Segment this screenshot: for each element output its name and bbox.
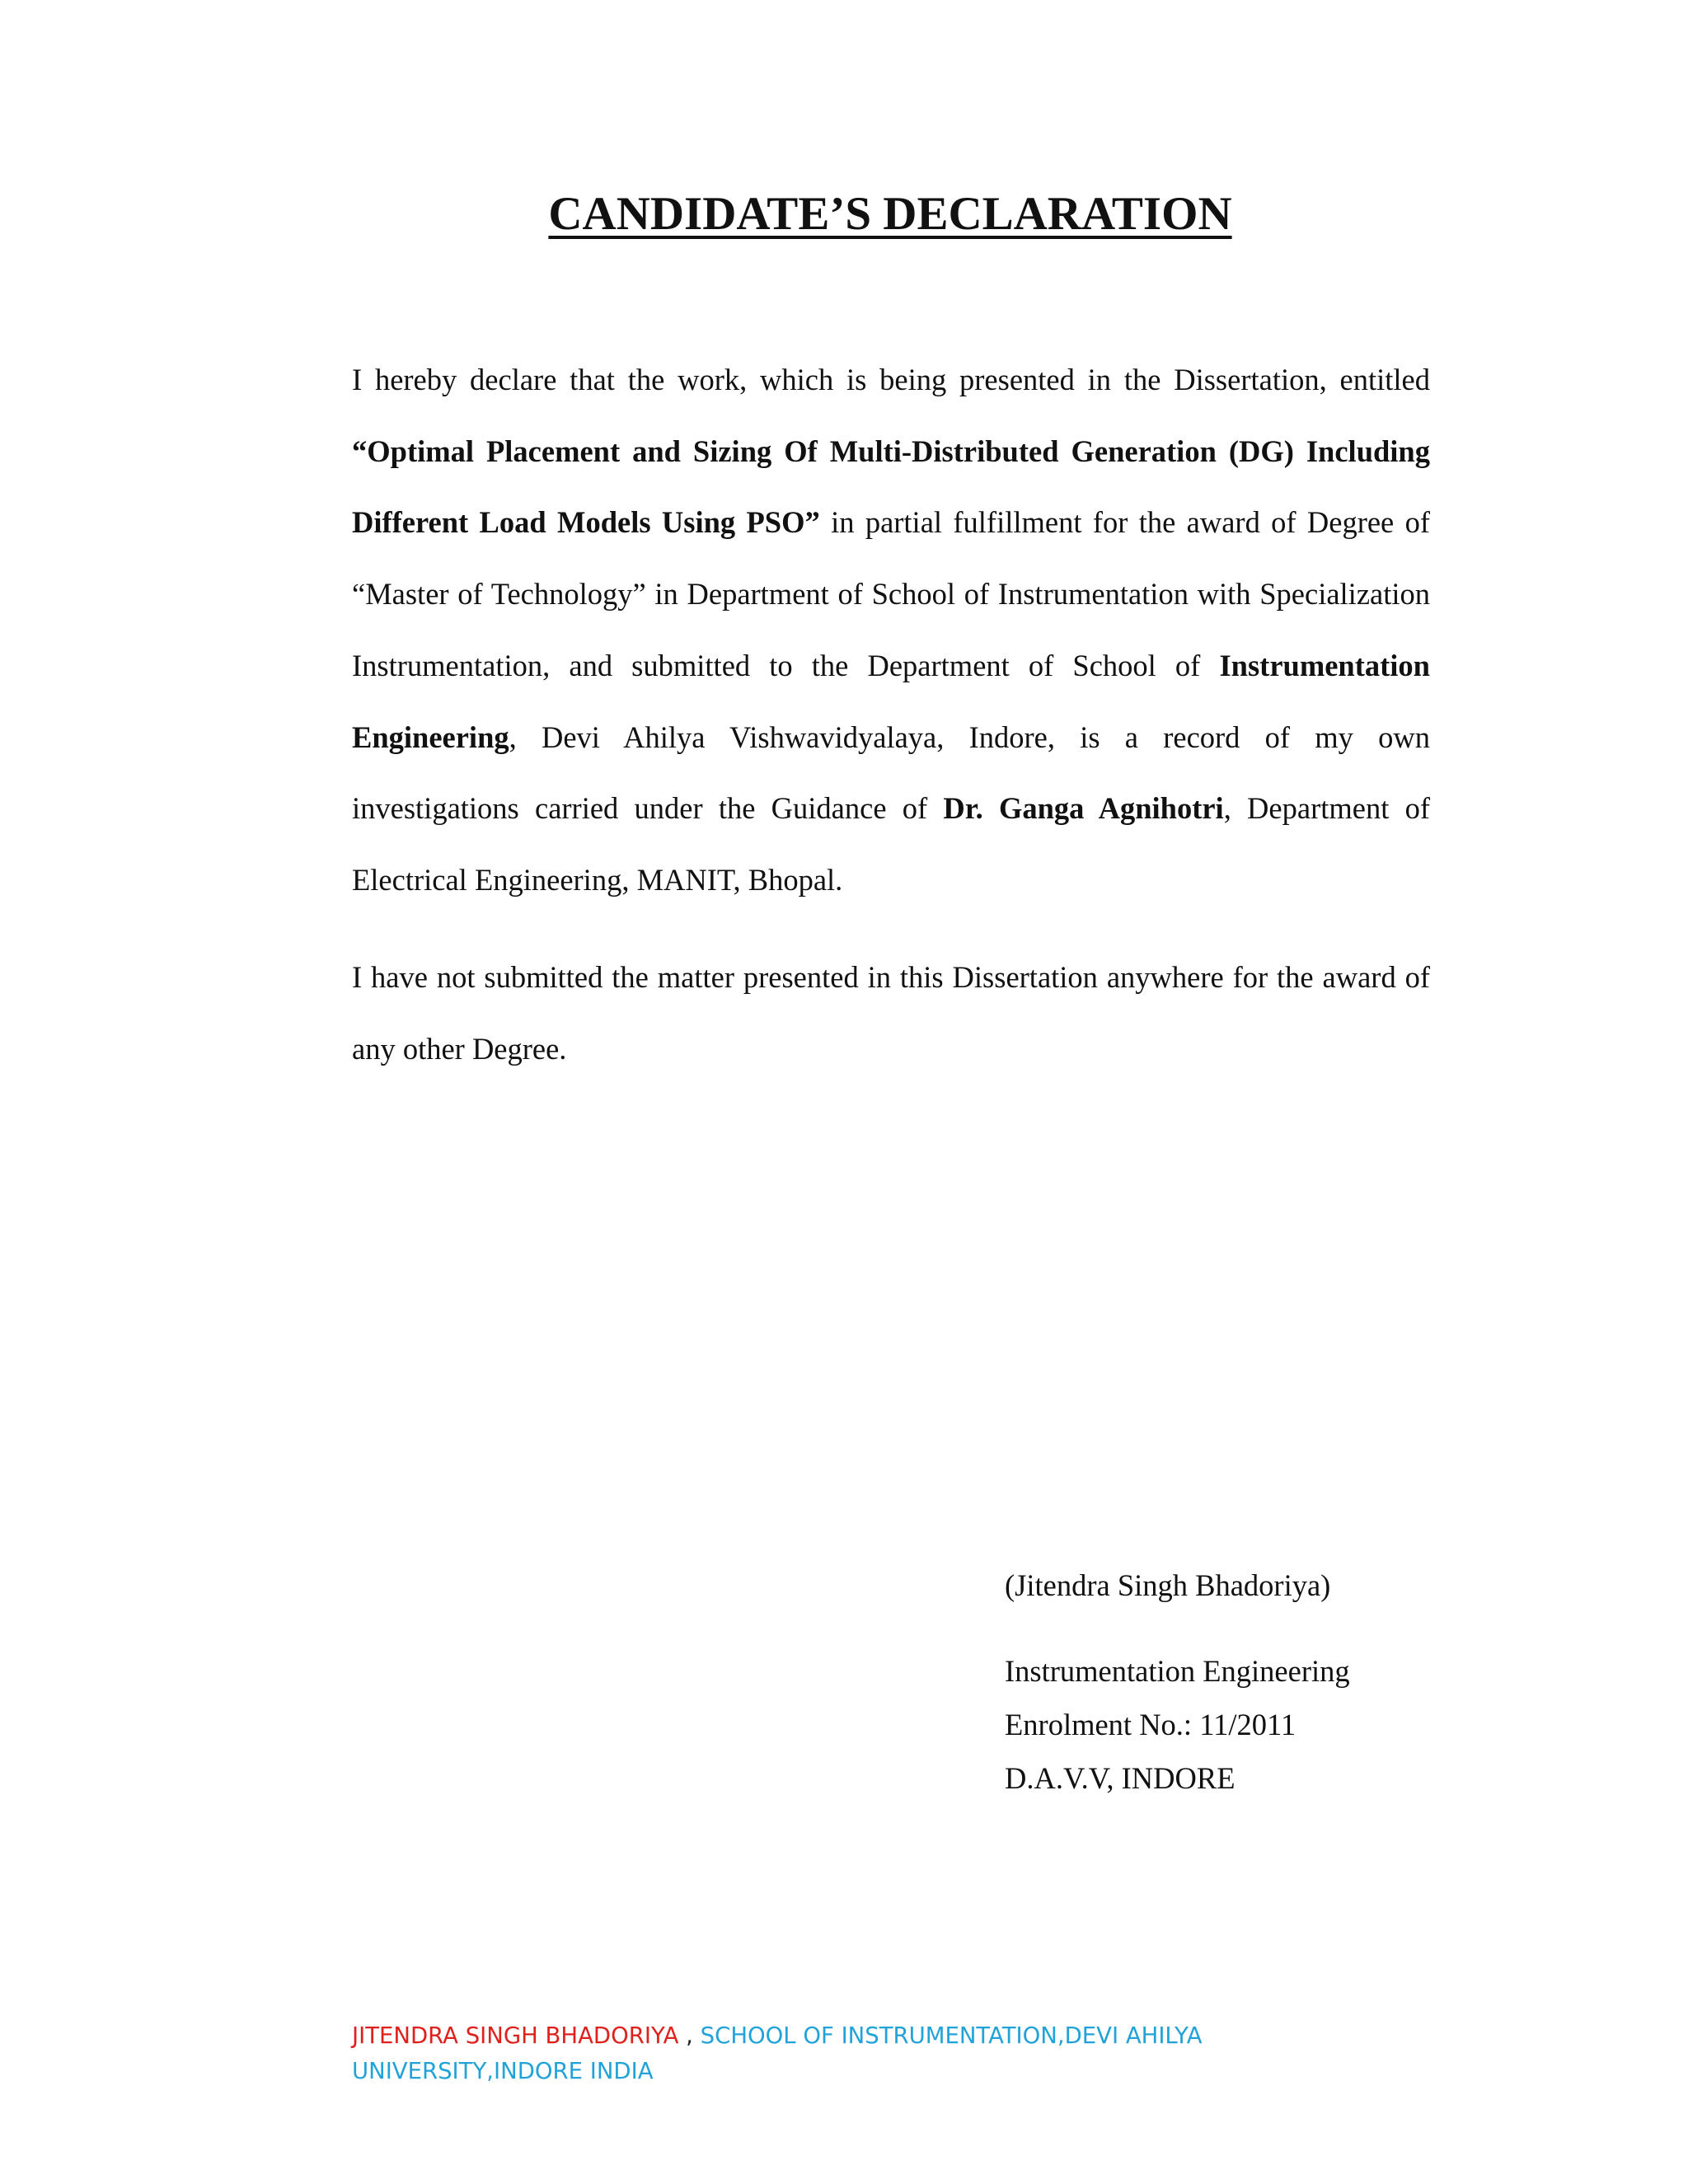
page-title [0,183,1688,246]
non-submission-paragraph: I have not submitted the matter presented in this Dissertation anywhere for the award of any other Degree. [352,960,1430,1066]
thesis-title: “Optimal Placement and Sizing Of Multi-Distributed Generation (DG) Including Different Load Models Using PSO” [352,434,1430,540]
title-text: CANDIDATE’S DECLARATION [548,188,1232,240]
guide-name: Dr. Ganga Agnihotri [943,791,1224,826]
signature-university: D.A.V.V, INDORE [1005,1761,1236,1795]
footer-separator: , [678,2022,701,2049]
declaration-degree-text: in partial fulfillment for the award of Degree of “Master of Technology” in Department of School of Instrumentation with Specialization Instrumentation, and submitted to the Department of School of [352,505,1431,682]
declaration-university-text: , Devi Ahilya Vishwavidyalaya, Indore, is a record of my own investigations carried under the Guidance of [352,719,1430,826]
footer-institution: SCHOOL OF INSTRUMENTATION,DEVI AHILYA UNIVERSITY,INDORE INDIA [352,2022,1203,2084]
signature-name: (Jitendra Singh Bhadoriya) [1005,1568,1331,1602]
signature-enrolment: Enrolment No.: 11/2011 [1005,1708,1296,1741]
guide-affiliation: , Department of Electrical Engineering, MANIT, Bhopal. [352,791,1430,897]
declaration-paragraph [352,344,1430,916]
declaration-intro: I hereby declare that the work, which is being presented in the Dissertation, entitled [352,363,1430,396]
footer-author: JITENDRA SINGH BHADORIYA [352,2022,679,2049]
page-footer [352,2018,1300,2089]
signature-department: Instrumentation Engineering [1005,1654,1350,1688]
department-name: Instrumentation Engineering [352,648,1430,754]
